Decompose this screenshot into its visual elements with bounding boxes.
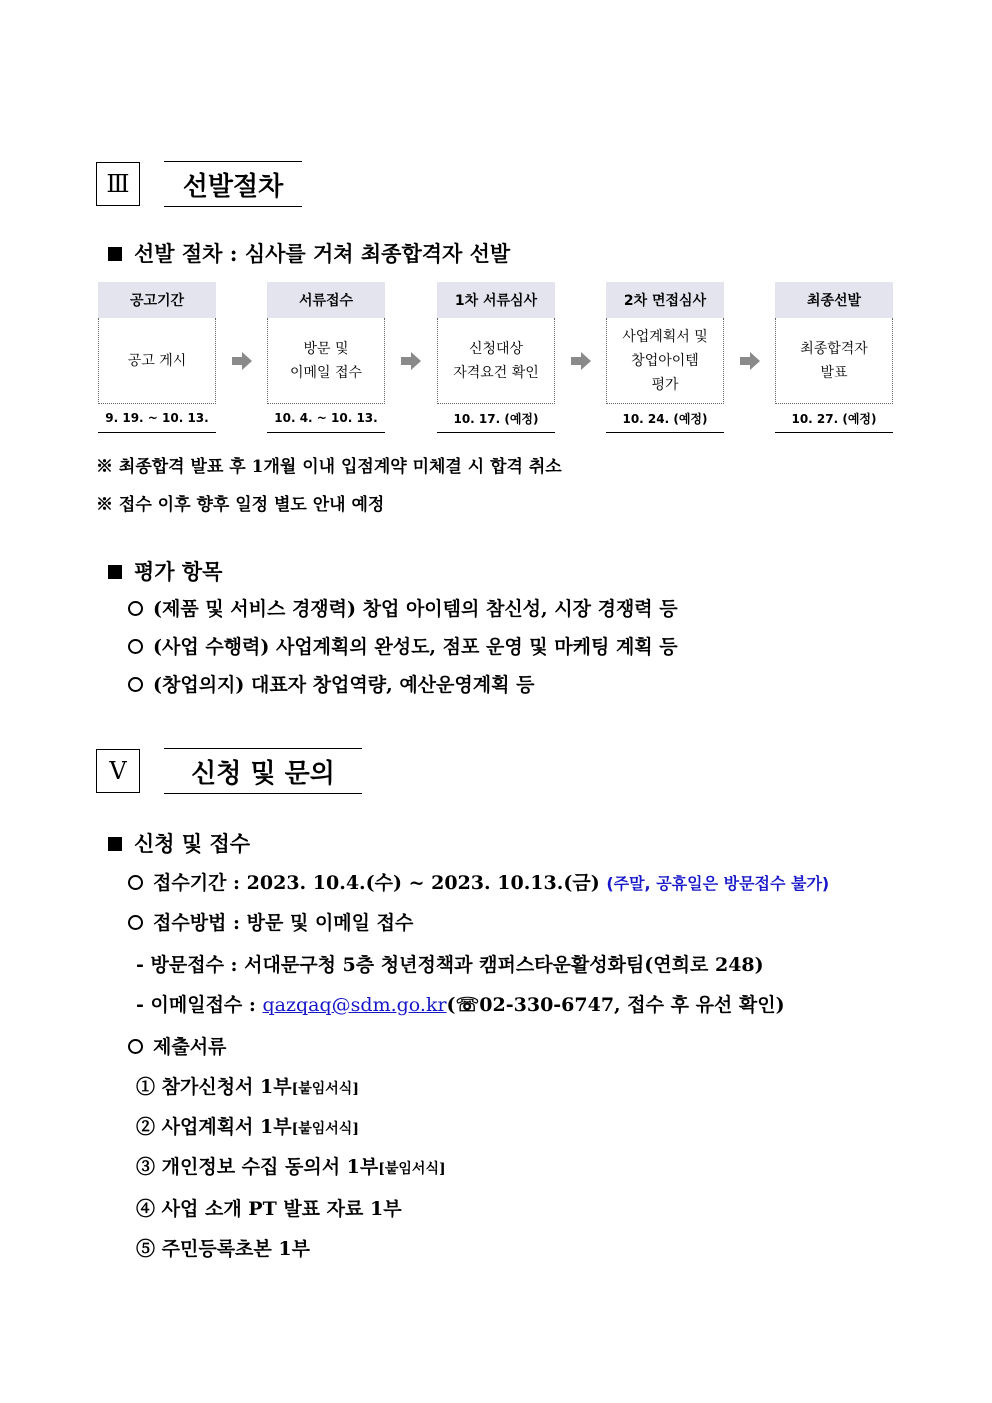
document-item: ⑤ 주민등록초본 1부 bbox=[136, 1238, 310, 1260]
eval-item-1: (제품 및 서비스 경쟁력) 창업 아이템의 참신성, 시장 경쟁력 등 bbox=[128, 594, 678, 621]
circle-bullet-icon bbox=[128, 1039, 143, 1054]
circle-bullet-icon bbox=[128, 875, 143, 890]
document-item: ④ 사업 소개 PT 발표 자료 1부 bbox=[136, 1198, 402, 1220]
flow-step-body-line: 사업계획서 및 bbox=[622, 328, 708, 345]
flow-step-body bbox=[606, 318, 724, 404]
flow-step-head: 1차 서류심사 bbox=[437, 282, 555, 318]
flow-step-body-line: 창업아이템 bbox=[631, 352, 699, 369]
section-number-5: Ⅴ bbox=[96, 749, 140, 793]
period-note: (주말, 공휴일은 방문접수 불가) bbox=[606, 874, 830, 893]
flow-step-body bbox=[437, 318, 555, 404]
flow-step bbox=[775, 282, 893, 433]
documents-heading: 제출서류 bbox=[128, 1032, 226, 1059]
visit-application: - 방문접수 : 서대문구청 5층 청년정책과 캠퍼스타운활성화팀(연희로 248) bbox=[136, 954, 764, 976]
square-bullet-icon bbox=[108, 837, 122, 851]
section-title-application: 신청 및 문의 bbox=[164, 748, 362, 794]
flow-step bbox=[606, 282, 724, 433]
email-application: - 이메일접수 : qazqaq@sdm.go.kr(☏02-330-6747, 접수 후 유선 확인) bbox=[136, 994, 785, 1016]
arrow-right-icon bbox=[231, 350, 253, 372]
flow-step-date: 10. 27. (예정) bbox=[775, 404, 893, 433]
flow-step-head: 공고기간 bbox=[98, 282, 216, 318]
eval-item-3: (창업의지) 대표자 창업역량, 예산운영계획 등 bbox=[128, 670, 534, 697]
flow-step-date: 10. 24. (예정) bbox=[606, 404, 724, 433]
flow-step-date: 10. 17. (예정) bbox=[437, 404, 555, 433]
flow-step-body bbox=[98, 318, 216, 404]
document-item: ② 사업계획서 1부[붙임서식] bbox=[136, 1116, 359, 1138]
flow-step bbox=[437, 282, 555, 433]
flow-step bbox=[267, 282, 385, 433]
note-2: ※ 접수 이후 향후 일정 별도 안내 예정 bbox=[96, 495, 385, 515]
circle-bullet-icon bbox=[128, 915, 143, 930]
arrow-right-icon bbox=[570, 350, 592, 372]
circle-bullet-icon bbox=[128, 639, 143, 654]
flow-step-body-line: 최종합격자 bbox=[800, 340, 868, 357]
flow-step-head: 최종선발 bbox=[775, 282, 893, 318]
document-item: ③ 개인정보 수집 동의서 1부[붙임서식] bbox=[136, 1156, 446, 1178]
subheading-evaluation: 평가 항목 bbox=[108, 556, 222, 586]
subheading-application: 신청 및 접수 bbox=[108, 828, 250, 858]
flow-step-body-line: 방문 및 bbox=[303, 340, 349, 357]
arrow-right-icon bbox=[739, 350, 761, 372]
flow-step-body bbox=[775, 318, 893, 404]
square-bullet-icon bbox=[108, 565, 122, 579]
flow-step-body-line: 평가 bbox=[651, 376, 679, 393]
circle-bullet-icon bbox=[128, 677, 143, 692]
flow-step-body-line: 자격요건 확인 bbox=[453, 364, 539, 381]
flow-step-date: 9. 19. ~ 10. 13. bbox=[98, 404, 216, 433]
flow-step-head: 2차 면접심사 bbox=[606, 282, 724, 318]
flow-step-body bbox=[267, 318, 385, 404]
flow-step bbox=[98, 282, 216, 433]
application-method: 접수방법 : 방문 및 이메일 접수 bbox=[128, 908, 413, 935]
square-bullet-icon bbox=[108, 247, 122, 261]
subheading-selection-procedure: 선발 절차 : 심사를 거쳐 최종합격자 선발 bbox=[108, 238, 510, 268]
flow-step-body-line: 공고 게시 bbox=[127, 352, 187, 369]
arrow-right-icon bbox=[400, 350, 422, 372]
flow-step-body-line: 발표 bbox=[820, 364, 848, 381]
flow-step-body-line: 신청대상 bbox=[468, 340, 524, 357]
document-item: ① 참가신청서 1부[붙임서식] bbox=[136, 1076, 359, 1098]
section-title-selection: 선발절차 bbox=[164, 161, 302, 207]
flow-step-date: 10. 4. ~ 10. 13. bbox=[267, 404, 385, 433]
note-1: ※ 최종합격 발표 후 1개월 이내 입점계약 미체결 시 합격 취소 bbox=[96, 457, 562, 477]
application-period: 접수기간 : 2023. 10.4.(수) ~ 2023. 10.13.(금) (주말, 공휴일은 방문접수 불가) bbox=[128, 868, 829, 895]
eval-item-2: (사업 수행력) 사업계획의 완성도, 점포 운영 및 마케팅 계획 등 bbox=[128, 632, 678, 659]
email-link[interactable]: qazqaq@sdm.go.kr bbox=[262, 994, 447, 1016]
circle-bullet-icon bbox=[128, 601, 143, 616]
section-number-3: Ⅲ bbox=[96, 162, 140, 206]
flow-step-body-line: 이메일 접수 bbox=[289, 364, 363, 381]
flow-step-head: 서류접수 bbox=[267, 282, 385, 318]
